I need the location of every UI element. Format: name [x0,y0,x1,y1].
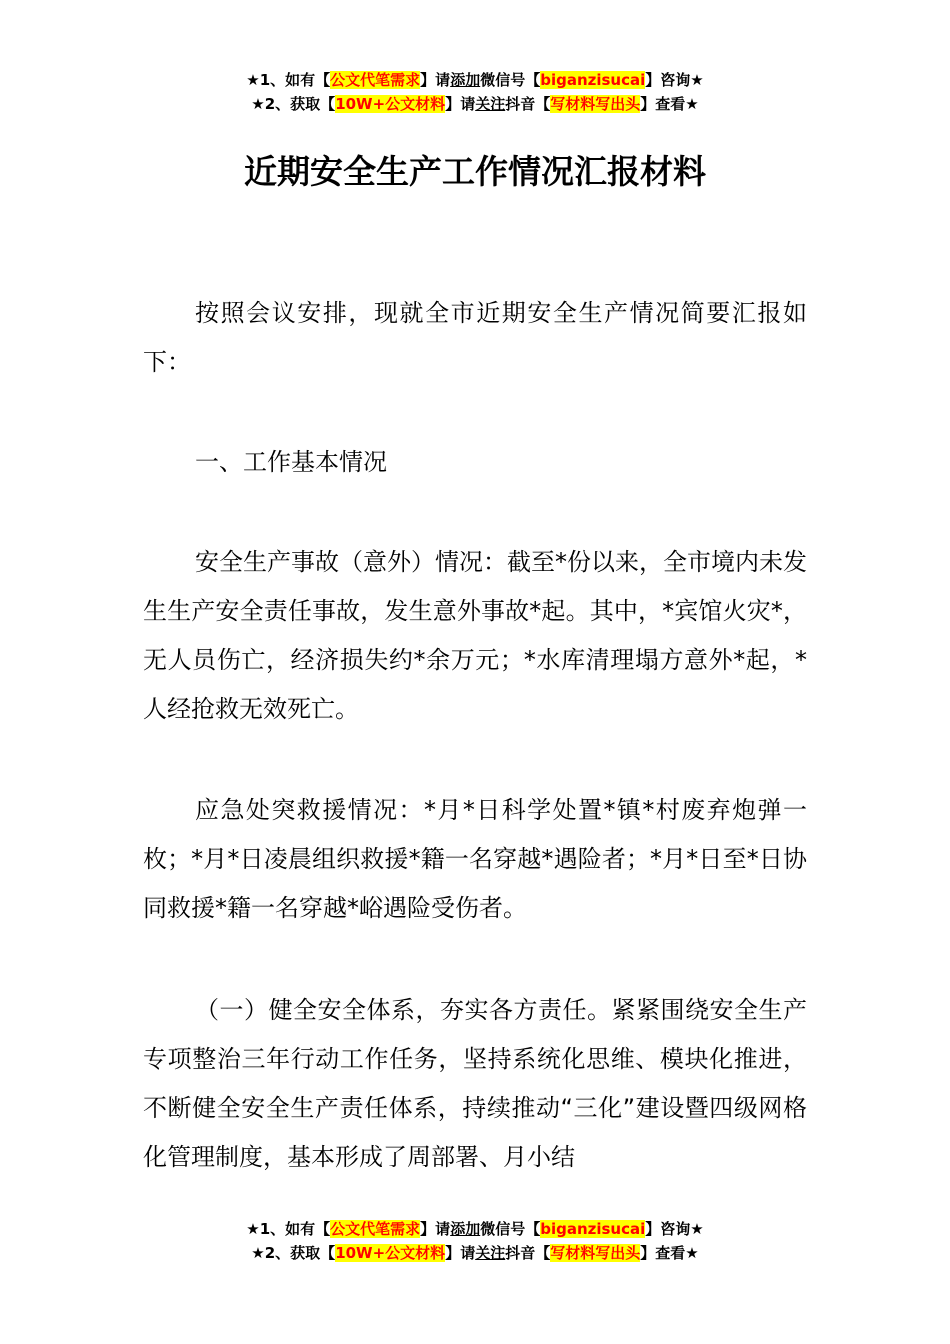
paragraph-text: 安全生产事故（意外）情况：截至*份以来，全市境内未发生生产安全责任事故，发生意外事故*起。其中，*宾馆火灾*，无人员伤亡，经济损失约*余万元；*水库清理塌方意外*起，*人经抢救无效死亡。 [143,548,807,723]
promo-underlined-text: 关注 [475,95,506,113]
body-paragraph-system [143,986,807,1182]
promo-text: 】请 [445,1244,476,1262]
promo-highlight: 写材料写出头 [550,1244,641,1262]
footer-promo-banner [0,1217,950,1265]
promo-text: ★2、获取【 [251,1244,336,1262]
promo-underlined-text: 关注 [475,1244,506,1262]
promo-text: ★1、如有【 [246,1220,331,1238]
promo-text: 】咨询★ [645,1220,704,1238]
document-title: 近期安全生产工作情况汇报材料 [244,152,706,191]
section-heading [143,438,807,487]
promo-text: 】请 [445,95,476,113]
promo-text: 】请 [420,1220,451,1238]
body-paragraph-rescue [143,786,807,933]
promo-text: 】咨询★ [645,71,704,89]
promo-highlight: biganzisucai [540,1220,646,1238]
promo-text: 】查看★ [640,95,699,113]
promo-underlined-text: 添加 [450,71,481,89]
body-paragraph-accidents [143,538,807,734]
promo-text: ★2、获取【 [251,95,336,113]
body-paragraph-intro [143,289,807,387]
promo-text: ★1、如有【 [246,71,331,89]
promo-text: 抖音【 [505,1244,551,1262]
promo-highlight: 10W+公文材料 [335,1244,446,1262]
promo-text: 微信号【 [480,71,541,89]
promo-text: 抖音【 [505,95,551,113]
paragraph-text: 一、工作基本情况 [195,448,387,476]
promo-highlight: 写材料写出头 [550,95,641,113]
paragraph-text: 按照会议安排，现就全市近期安全生产情况简要汇报如下： [143,299,807,376]
header-promo-banner [0,68,950,116]
promo-line-2 [0,1241,950,1265]
paragraph-text: （一）健全安全体系，夯实各方责任。紧紧围绕安全生产专项整治三年行动工作任务，坚持系统化思维、模块化推进，不断健全安全生产责任体系，持续推动“三化”建设暨四级网格化管理制度，基本形成了周部署、月小结 [143,996,807,1171]
promo-text: 微信号【 [480,1220,541,1238]
promo-highlight: 公文代笔需求 [330,71,421,89]
promo-line-1 [0,68,950,92]
promo-text: 】查看★ [640,1244,699,1262]
promo-text: 】请 [420,71,451,89]
promo-line-2 [0,92,950,116]
promo-underlined-text: 添加 [450,1220,481,1238]
promo-line-1 [0,1217,950,1241]
paragraph-text: 应急处突救援情况：*月*日科学处置*镇*村废弃炮弹一枚；*月*日凌晨组织救援*籍一名穿越*遇险者；*月*日至*日协同救援*籍一名穿越*峪遇险受伤者。 [143,796,807,922]
promo-highlight: 10W+公文材料 [335,95,446,113]
promo-highlight: 公文代笔需求 [330,1220,421,1238]
promo-highlight: biganzisucai [540,71,646,89]
